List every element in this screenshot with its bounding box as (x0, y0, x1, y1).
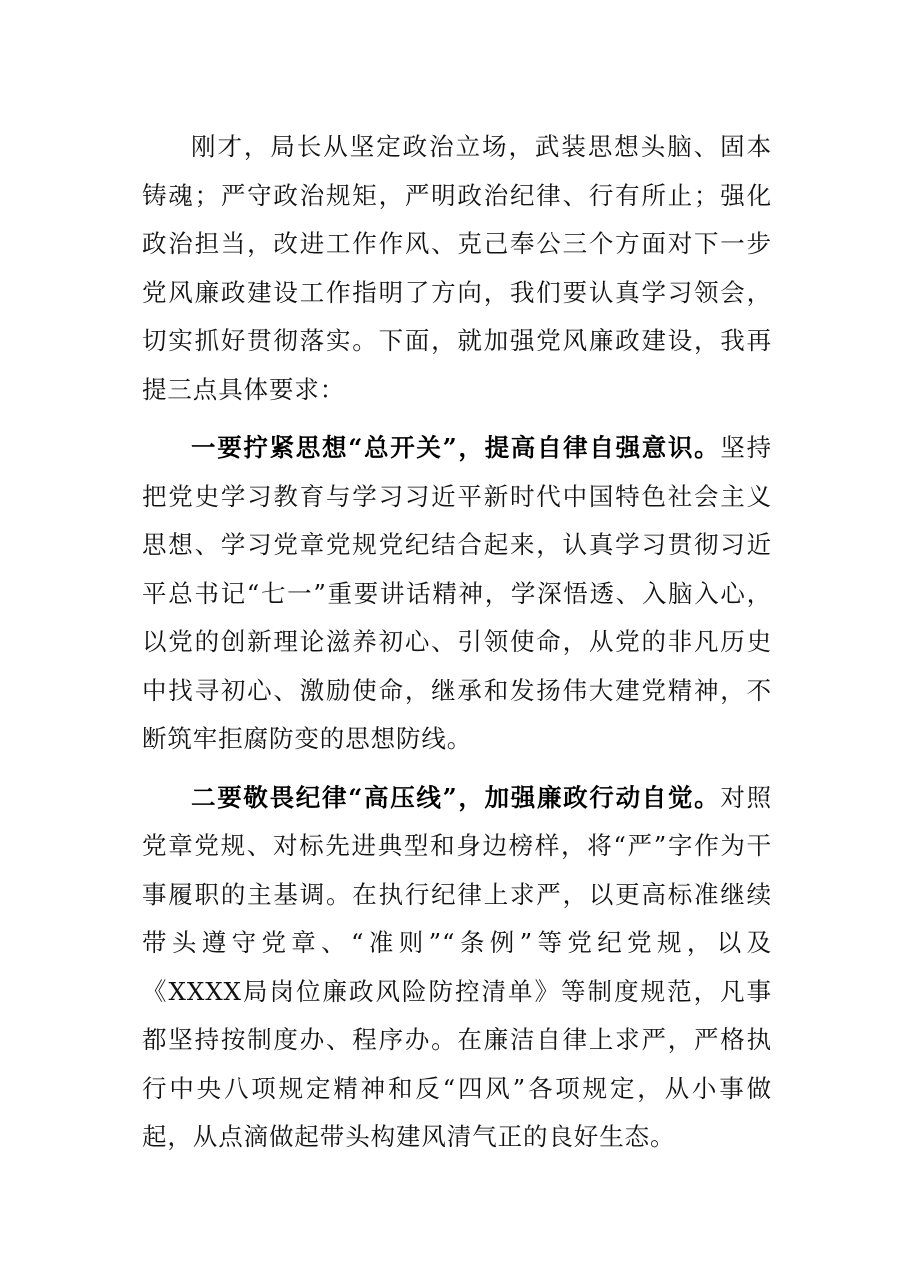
paragraph-text: 坚持把党史学习教育与学习习近平新时代中国特色社会主义思想、学习党章党规党纪结合起来，认真学习贯彻习近平总书记“七一”重要讲话精神，学深悟透、入脑入心，以党的创新理论滋养初心、引领使命，从党的非凡历史中找寻初心、激励使命，继承和发扬伟大建党精神，不断筑牢拒腐防变的思想防线。 (142, 433, 772, 753)
paragraph-text: 对照党章党规、对标先进典型和身边榜样，将“严”字作为干事履职的主基调。在执行纪律上求严，以更高标准继续带头遵守党章、“准则”“条例”等党纪党规，以及《XXXX局岗位廉政风险防控清单》等制度规范，凡事都坚持按制度办、程序办。在廉洁自律上求严，严格执行中央八项规定精神和反“四风”各项规定，从小事做起，从点滴做起带头构建风清气正的良好生态。 (142, 782, 772, 1151)
paragraph-text: 刚才，局长从坚定政治立场，武装思想头脑、固本铸魂；严守政治规矩，严明政治纪律、行有所止；强化政治担当，改进工作作风、克己奉公三个方面对下一步党风廉政建设工作指明了方向，我们要认真学习领会，切实抓好贯彻落实。下面，就加强党风廉政建设，我再提三点具体要求： (142, 132, 772, 404)
paragraph-requirement-1 (142, 424, 772, 764)
paragraph-lead: 一要拧紧思想“总开关”，提高自律自强意识。 (191, 433, 721, 462)
document-body (142, 123, 772, 1162)
paragraph-opening (142, 123, 772, 414)
paragraph-requirement-2 (142, 774, 772, 1162)
paragraph-lead: 二要敬畏纪律“高压线”，加强廉政行动自觉。 (191, 782, 721, 812)
